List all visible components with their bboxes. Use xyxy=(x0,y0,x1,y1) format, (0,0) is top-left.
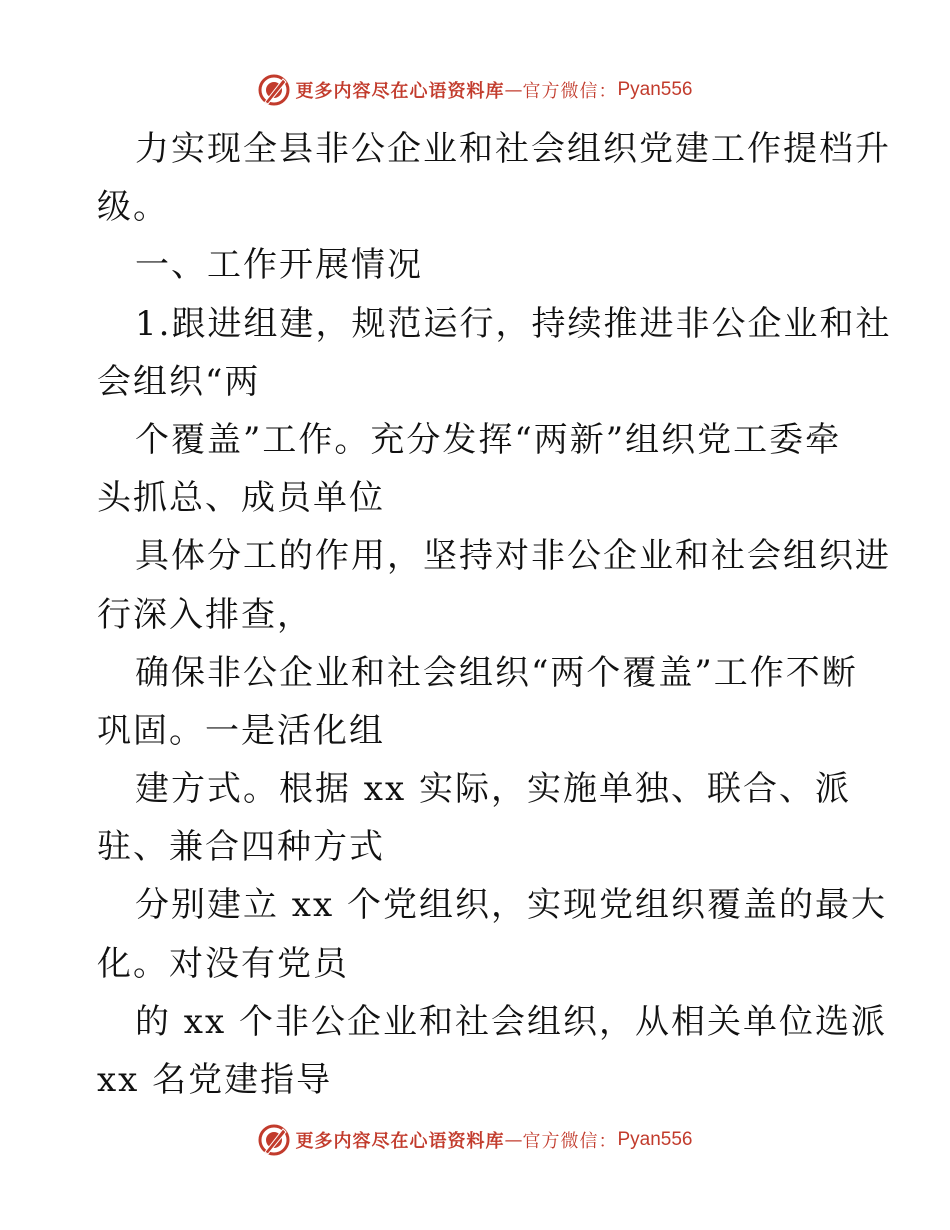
header-watermark xyxy=(0,70,950,110)
section-heading: 一、工作开展情况 xyxy=(135,245,423,286)
pen-circle-logo-icon xyxy=(257,1123,291,1157)
body-line: 的 xx 个非公企业和社会组织，从相关单位选派 xyxy=(135,1001,887,1042)
body-line: 驻、兼合四种方式 xyxy=(97,827,385,868)
body-line: 1.跟进组建，规范运行，持续推进非公企业和社 xyxy=(135,303,892,344)
watermark-separator: — xyxy=(504,1129,523,1151)
pen-circle-logo-icon xyxy=(257,73,291,107)
watermark-brand: 更多内容尽在心语资料库 xyxy=(295,81,505,102)
watermark-separator: — xyxy=(504,79,523,101)
body-line: 化。对没有党员 xyxy=(97,943,349,984)
body-line: 建方式。根据 xx 实际，实施单独、联合、派 xyxy=(135,769,851,810)
body-line: 头抓总、成员单位 xyxy=(97,478,385,519)
watermark-wechat-label: 官方微信： xyxy=(522,1131,618,1152)
body-line: 会组织“两 xyxy=(97,361,261,402)
body-line: 分别建立 xx 个党组织，实现党组织覆盖的最大 xyxy=(135,885,887,926)
watermark-wechat-id: Pyan556 xyxy=(617,79,693,100)
body-line: 巩固。一是活化组 xyxy=(97,710,385,751)
body-line: 个覆盖”工作。充分发挥“两新”组织党工委牵 xyxy=(135,419,842,460)
watermark-brand: 更多内容尽在心语资料库 xyxy=(295,1131,505,1152)
body-line: 具体分工的作用，坚持对非公企业和社会组织进 xyxy=(135,536,891,577)
body-line: 行深入排查， xyxy=(97,594,313,635)
body-line: 级。 xyxy=(97,187,169,228)
footer-watermark xyxy=(0,1120,950,1160)
watermark-wechat-id: Pyan556 xyxy=(617,1129,693,1150)
body-line: 确保非公企业和社会组织“两个覆盖”工作不断 xyxy=(135,652,858,693)
body-line: 力实现全县非公企业和社会组织党建工作提档升 xyxy=(135,129,891,169)
body-line: xx 名党建指导 xyxy=(97,1060,333,1100)
watermark-wechat-label: 官方微信： xyxy=(522,81,618,102)
document-body xyxy=(97,120,892,1109)
